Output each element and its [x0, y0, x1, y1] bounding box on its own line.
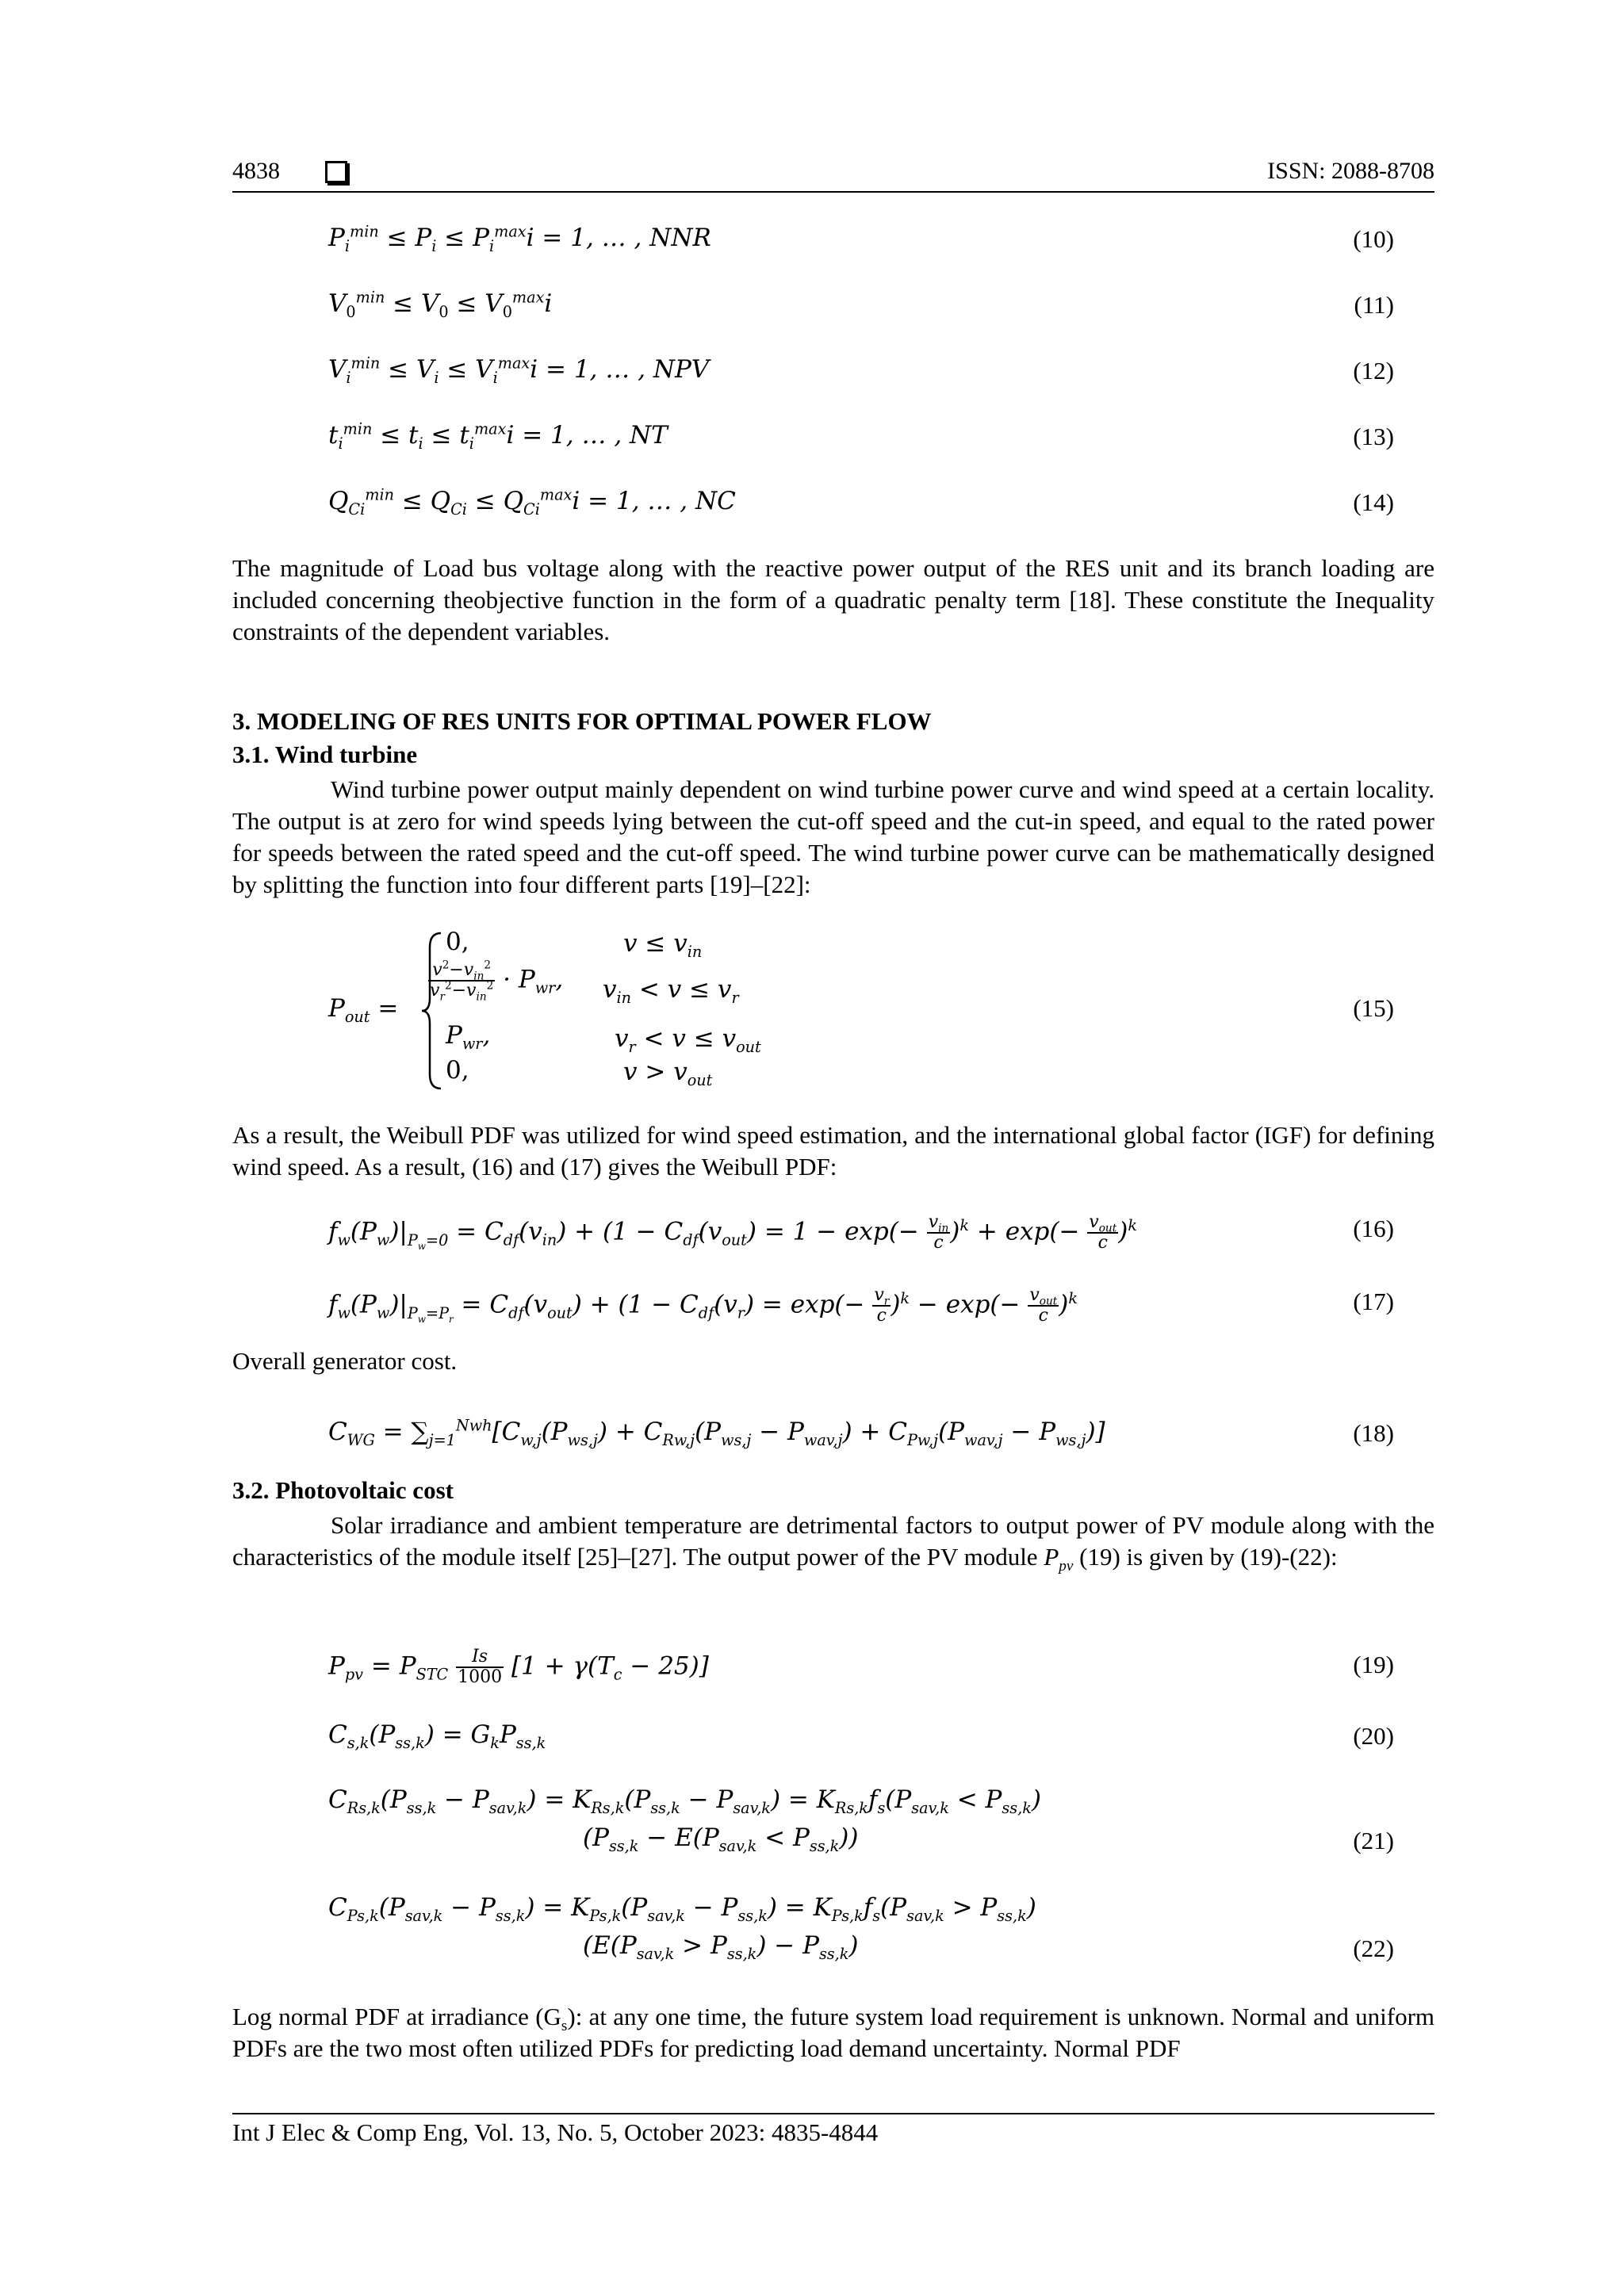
equation-number-13: (13) — [1353, 423, 1394, 450]
equation-15-case-4: 0, — [446, 1056, 469, 1085]
equation-12: $V_i^{min} \le V_i \le V_i^{max}i = 1$, … , NPV — [328, 354, 710, 388]
equation-15-case-2: $\frac{v^2-v_{in}^2}{v_r^2-v_{in}^2}$ · $P_{wr}$, — [430, 959, 564, 1004]
paragraph-photovoltaic-part-2: (19) is given by (19)-(22): — [1073, 1543, 1338, 1571]
equation-number-10: (10) — [1353, 225, 1394, 253]
equation-16: $f_w(P_w)|_{P_w=0} = C_{df}(v_{in}) + (1 - C_{df}(v_{out}) = 1 - \exp(-$ $\frac{v_{in}}{c}$ )$^k$ + exp(− $\frac{v_{out}}{c}$ )$^k$ — [328, 1212, 1137, 1253]
paragraph-wind-turbine: Wind turbine power output mainly dependent on wind turbine power curve and wind speed at a certain locality. The output is at zero for wind speeds lying between the cut-off speed and the cut-in speed, and equal to the rated power for speeds between the rated speed and the cut-off speed. The wind turbine power curve can be mathematically designed by splitting the function into four different parts [19]–[22]: — [232, 775, 1434, 898]
equation-number-17: (17) — [1353, 1288, 1394, 1315]
paragraph-lognormal-part-2: ): at any one time, the future system load requirement is unknown. Normal and uniform PDFs are the two most often utilized PDFs for predicting load demand uncertainty. Normal PDF — [232, 2003, 1435, 2062]
equation-number-21: (21) — [1353, 1827, 1394, 1854]
equation-number-11: (11) — [1354, 291, 1394, 319]
equation-15-cond-3: $v_r < v \le v_{out}$ — [615, 1024, 761, 1057]
paragraph-generator-cost: Overall generator cost. — [232, 1347, 458, 1375]
equation-22-line-1: $C_{Ps,k}(P_{sav,k} - P_{ss,k}) = K_{Ps,k}(P_{sav,k} - P_{ss,k}) = K_{Ps,k}f_s(P_{sav,k} > P_{ss,k})$ — [328, 1893, 1036, 1926]
paragraph-lognormal-part-1: Log normal PDF at irradiance (G — [232, 2003, 561, 2030]
subsection-heading-3-1: 3.1. Wind turbine — [232, 740, 418, 768]
paragraph-photovoltaic-part-1: Solar irradiance and ambient temperature are detrimental factors to output power of PV module along with the characteristics of the module itself [25]–[27]. The output power of the PV module — [232, 1511, 1434, 1571]
equation-14: $Q_{Ci}^{min} \le Q_{Ci} \le Q_{Ci}^{max}i = 1$, … , NC — [328, 485, 736, 519]
equation-number-22: (22) — [1353, 1934, 1394, 1962]
equation-number-14: (14) — [1353, 488, 1394, 516]
equation-18: $C_{WG} = \sum_{j=1}^{Nwh}[C_{w,j}(P_{ws,j}) + C_{Rw,j}(P_{ws,j} - P_{wav,j}) + C_{Pw,j}(P_{wav,j} - P_{ws,j})]$ — [328, 1416, 1105, 1450]
subsection-heading-3-2: 3.2. Photovoltaic cost — [232, 1476, 454, 1504]
equation-number-15: (15) — [1353, 994, 1394, 1022]
equation-21-line-2: $(P_{ss,k} - E(P_{sav,k} < P_{ss,k}))$ — [583, 1823, 859, 1856]
paragraph-lognormal: Log normal PDF at irradiance $(G_s)$: at any one time, the future system load requirement is unknown. Normal and uniform PDFs are the two most often utilized PDFs for predicting load demand uncertainty. Normal PDF — [232, 2003, 1435, 2062]
equation-number-16: (16) — [1353, 1215, 1394, 1242]
equation-number-19: (19) — [1353, 1651, 1394, 1678]
equation-15-case-3: $P_{wr}$, — [446, 1021, 491, 1054]
section-heading-3: 3. MODELING OF RES UNITS FOR OPTIMAL POWER FLOW — [232, 707, 932, 735]
equation-20: $C_{s,k}(P_{ss,k}) = G_kP_{ss,k}$ — [328, 1720, 546, 1753]
square-icon — [325, 161, 347, 183]
equation-21-line-1: $C_{Rs,k}(P_{ss,k} - P_{sav,k}) = K_{Rs,k}(P_{ss,k} - P_{sav,k}) = K_{Rs,k}f_s(P_{sav,k} < P_{ss,k})$ — [328, 1785, 1041, 1818]
equation-number-18: (18) — [1353, 1419, 1394, 1447]
equation-17: $f_w(P_w)|_{P_w=P_r} = C_{df}(v_{out}) + (1 - C_{df}(v_r) = \exp(-$ $\frac{v_r}{c}$ )$^k$ − exp(− $\frac{v_{out}}{c}$ )$^k$ — [328, 1285, 1078, 1326]
equation-11: $V_0^{min} \le V_0 \le V_0^{max}i$ — [328, 288, 553, 322]
equation-22-line-2: $(E(P_{sav,k} > P_{ss,k}) - P_{ss,k})$ — [583, 1931, 859, 1964]
equation-15-lhs: $P_{out}$ = — [328, 994, 399, 1027]
equation-number-12: (12) — [1353, 357, 1394, 385]
paragraph-weibull: As a result, the Weibull PDF was utilized for wind speed estimation, and the international global factor (IGF) for defining wind speed. As a result, (16) and (17) gives the Weibull PDF: — [232, 1121, 1434, 1181]
paragraph-constraints: The magnitude of Load bus voltage along with the reactive power output of the RES unit and its branch loading are included concerning theobjective function in the form of a quadratic penalty term [18]. These constitute the Inequality constraints of the dependent variables. — [232, 554, 1434, 645]
equation-15-cond-1: $v \le v_{in}$ — [623, 929, 703, 962]
left-brace-icon — [420, 932, 444, 1090]
paragraph-photovoltaic: Solar irradiance and ambient temperature are detrimental factors to output power of PV module along with the characteristics of the module itself [25]–[27]. The output power of the PV module $P_{pv}$ (19) is given by (19)-(22): — [232, 1511, 1434, 1575]
equation-number-20: (20) — [1353, 1722, 1394, 1750]
equation-10: $P_i^{min} \le P_i \le P_i^{max}i = 1$, … , NNR — [328, 222, 711, 256]
footer-rule — [232, 2113, 1434, 2114]
footer-citation: Int J Elec & Comp Eng, Vol. 13, No. 5, October 2023: 4835-4844 — [232, 2118, 879, 2146]
issn: ISSN: 2088-8708 — [1267, 158, 1434, 184]
header-rule — [232, 191, 1434, 193]
equation-13: $t_i^{min} \le t_i \le t_i^{max}i = 1$, … , NT — [328, 419, 668, 453]
equation-15-case-1: 0, — [446, 928, 469, 956]
equation-15-cond-2: $v_{in} < v \le v_r$ — [603, 975, 739, 1008]
page-header — [232, 155, 1434, 193]
page-number: 4838 — [232, 158, 280, 184]
equation-15-cond-4: $v > v_{out}$ — [623, 1058, 713, 1090]
equation-19: $P_{pv} = P_{STC}$ $\frac{Is}{1000}$ $[1 + \gamma(T_c - 25)]$ — [328, 1647, 709, 1687]
